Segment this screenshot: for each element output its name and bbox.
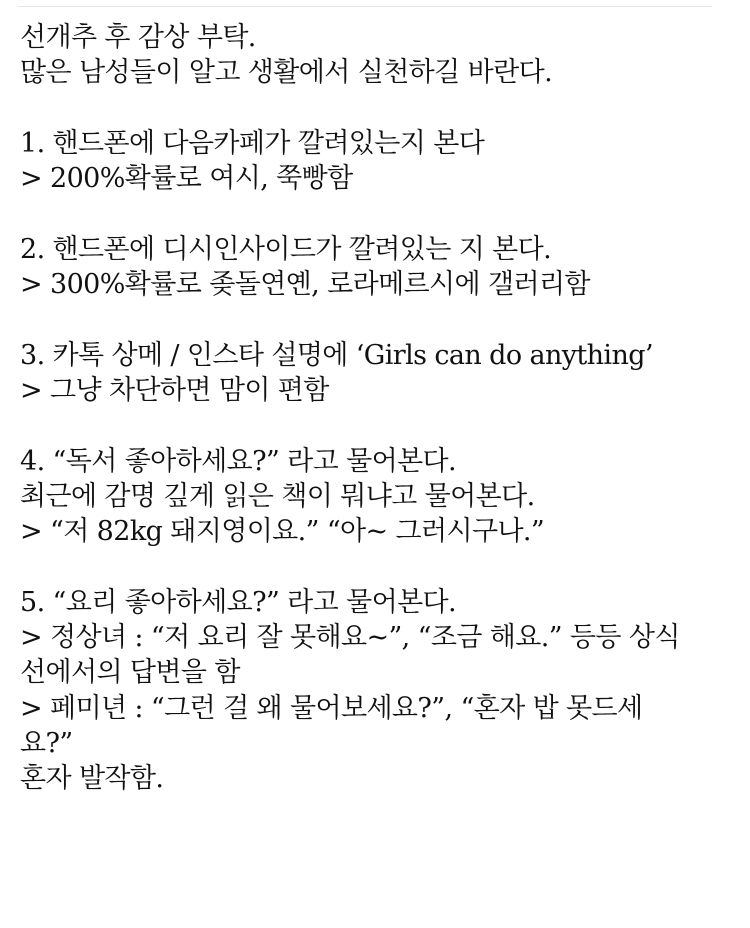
blank-line [20, 408, 735, 443]
text-line: 5. “요리 좋아하세요?” 라고 물어본다. [20, 586, 457, 618]
text-line: 많은 남성들이 알고 생활에서 실천하길 바란다. [20, 57, 553, 89]
text-line: > 페미년 : “그런 걸 왜 물어보세요?”, “혼자 밥 못드세 [20, 692, 643, 724]
text-line: > 300%확률로 좆돌연옌, 로라메르시에 갤러리함 [20, 269, 590, 301]
text-line: 요?” [20, 727, 73, 759]
text-line: > 200%확률로 여시, 쭉빵함 [20, 163, 353, 195]
text-line: 선에서의 답변을 함 [20, 657, 240, 689]
text-line: 최근에 감명 깊게 읽은 책이 뭐냐고 물어본다. [20, 480, 535, 512]
text-line: 3. 카톡 상메 / 인스타 설명에 ‘Girls can do anything’ [20, 339, 653, 371]
text-line: > “저 82kg 돼지영이요.” “아~ 그러시구나.” [20, 516, 545, 548]
blank-line [20, 302, 735, 337]
text-line: 혼자 발작함. [20, 763, 164, 795]
top-divider [18, 6, 712, 7]
blank-line [20, 91, 735, 126]
post-body [20, 20, 735, 797]
text-line: 4. “독서 좋아하세요?” 라고 물어본다. [20, 445, 457, 477]
blank-line [20, 196, 735, 231]
text-line: > 정상녀 : “저 요리 잘 못해요~”, “조금 해요.” 등등 상식 [20, 622, 680, 654]
text-line: 1. 핸드폰에 다음카페가 깔려있는지 본다 [20, 127, 485, 159]
text-line: 선개추 후 감상 부탁. [20, 22, 256, 53]
text-line: > 그냥 차단하면 맘이 편함 [20, 374, 329, 406]
text-line: 2. 핸드폰에 디시인사이드가 깔려있는 지 본다. [20, 233, 552, 265]
blank-line [20, 549, 735, 584]
